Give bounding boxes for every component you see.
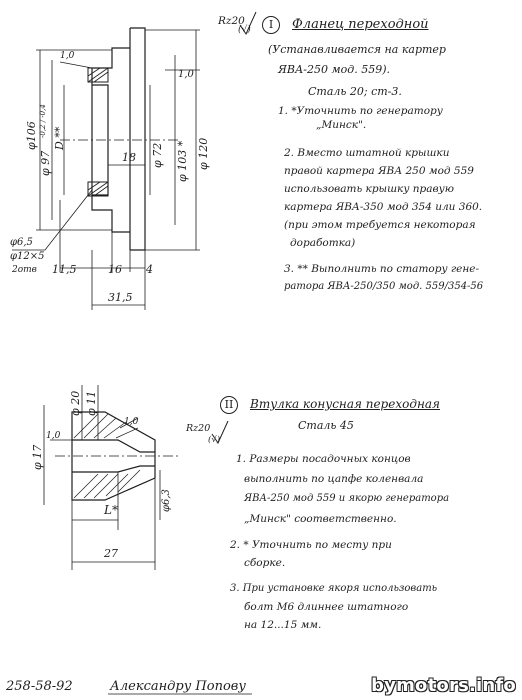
part1-note-line: 1. *Уточнить по генератору bbox=[278, 105, 443, 117]
part2-material: Сталь 45 bbox=[298, 419, 354, 432]
part1-numeral: I bbox=[262, 16, 280, 34]
part1-note-line: 2. Вместо штатной крышки bbox=[284, 147, 450, 159]
part2-note-line: 3. При установке якоря использовать bbox=[230, 583, 438, 594]
part1-subtitle: (Устанавливается на картер bbox=[268, 43, 446, 56]
dim-l115: 11,5 bbox=[52, 263, 77, 276]
dim-l16: 16 bbox=[108, 263, 122, 276]
dim-d72: φ 72 bbox=[151, 142, 164, 168]
dim-d20: φ 20 bbox=[69, 390, 82, 416]
part1-material: Сталь 20; ст-3. bbox=[308, 85, 402, 98]
dim-d103: φ 103 * bbox=[176, 140, 189, 182]
part2-note-line: выполнить по цапфе коленвала bbox=[244, 473, 424, 485]
dim-d97: φ 97 bbox=[39, 150, 52, 176]
dim-d106: φ106 bbox=[25, 121, 38, 150]
dim-l315: 31,5 bbox=[108, 291, 133, 304]
dim-chamfer-a: 1,0 bbox=[46, 431, 61, 441]
dim-l4: 4 bbox=[146, 263, 153, 276]
dim-d120: φ 120 bbox=[197, 137, 210, 170]
part1-note-line: (при этом требуется некоторая bbox=[284, 219, 476, 231]
part2-note-line: ЯВА-250 мод 559 и якорю генератора bbox=[244, 493, 450, 504]
dim-d63: φ6,3 bbox=[161, 489, 172, 512]
part2-numeral: II bbox=[220, 396, 238, 414]
site-watermark: bymotors.info bbox=[371, 675, 516, 696]
part2-title: Втулка конусная переходная bbox=[250, 397, 440, 411]
part1-note-line: „Минск". bbox=[316, 119, 367, 131]
dim-l18: 18 bbox=[122, 151, 136, 164]
part2-note-line: „Минск" соответственно. bbox=[244, 513, 397, 525]
part1-note-line: картера ЯВА-350 мод 354 или 360. bbox=[284, 201, 483, 213]
dim-d17: φ 17 bbox=[31, 444, 44, 470]
dim-hole-d65: φ6,5 bbox=[10, 237, 33, 248]
part2-note-line: 1. Размеры посадочных концов bbox=[236, 453, 411, 465]
part1-note-line: использовать крышку правую bbox=[284, 183, 454, 195]
part2-roughness-mark: (√) bbox=[208, 435, 221, 445]
part1-note-line: доработка) bbox=[290, 237, 356, 249]
part2-note-line: болт М6 длиннее штатного bbox=[244, 601, 409, 613]
part1-model: ЯВА-250 мод. 559). bbox=[278, 63, 390, 76]
part2-note-line: на 12...15 мм. bbox=[244, 619, 322, 631]
part2-note-line: сборке. bbox=[244, 557, 286, 569]
dim-d97-tolerance: -0,2 / -0,4 bbox=[39, 104, 47, 138]
part1-note-line: ратора ЯВА-250/350 мод. 559/354-56 bbox=[284, 281, 484, 292]
dim-c10: 1,0 bbox=[178, 69, 194, 80]
dim-L: L* bbox=[104, 503, 118, 517]
dim-r10: 1,0 bbox=[60, 51, 75, 61]
part1-roughness-mark: (√) bbox=[238, 25, 251, 35]
bushing-dimension-lines bbox=[44, 385, 160, 570]
footer-addressee: Александру Попову bbox=[110, 679, 246, 694]
dim-d11: φ 11 bbox=[85, 390, 98, 416]
part2-roughness: Rz20 bbox=[186, 423, 211, 434]
bushing-profile bbox=[55, 412, 180, 500]
dim-chamfer-b: 1,0 bbox=[124, 417, 139, 427]
footer-phone: 258-58-92 bbox=[6, 679, 73, 694]
part1-note-line: правой картера ЯВА 250 мод 559 bbox=[284, 165, 474, 177]
part1-roughness: Rz20 bbox=[218, 15, 245, 27]
dim-hole-count: 2отв bbox=[12, 265, 37, 275]
dim-l27: 27 bbox=[104, 547, 118, 560]
part2-note-line: 2. * Уточнить по месту при bbox=[230, 539, 392, 551]
flange-profile bbox=[60, 28, 180, 250]
dim-hole-d12: φ12×5 bbox=[10, 251, 45, 262]
part1-title: Фланец переходной bbox=[292, 17, 429, 32]
dim-D: D ** bbox=[53, 126, 66, 150]
part1-note-line: 3. ** Выполнить по статору гене- bbox=[284, 263, 480, 275]
